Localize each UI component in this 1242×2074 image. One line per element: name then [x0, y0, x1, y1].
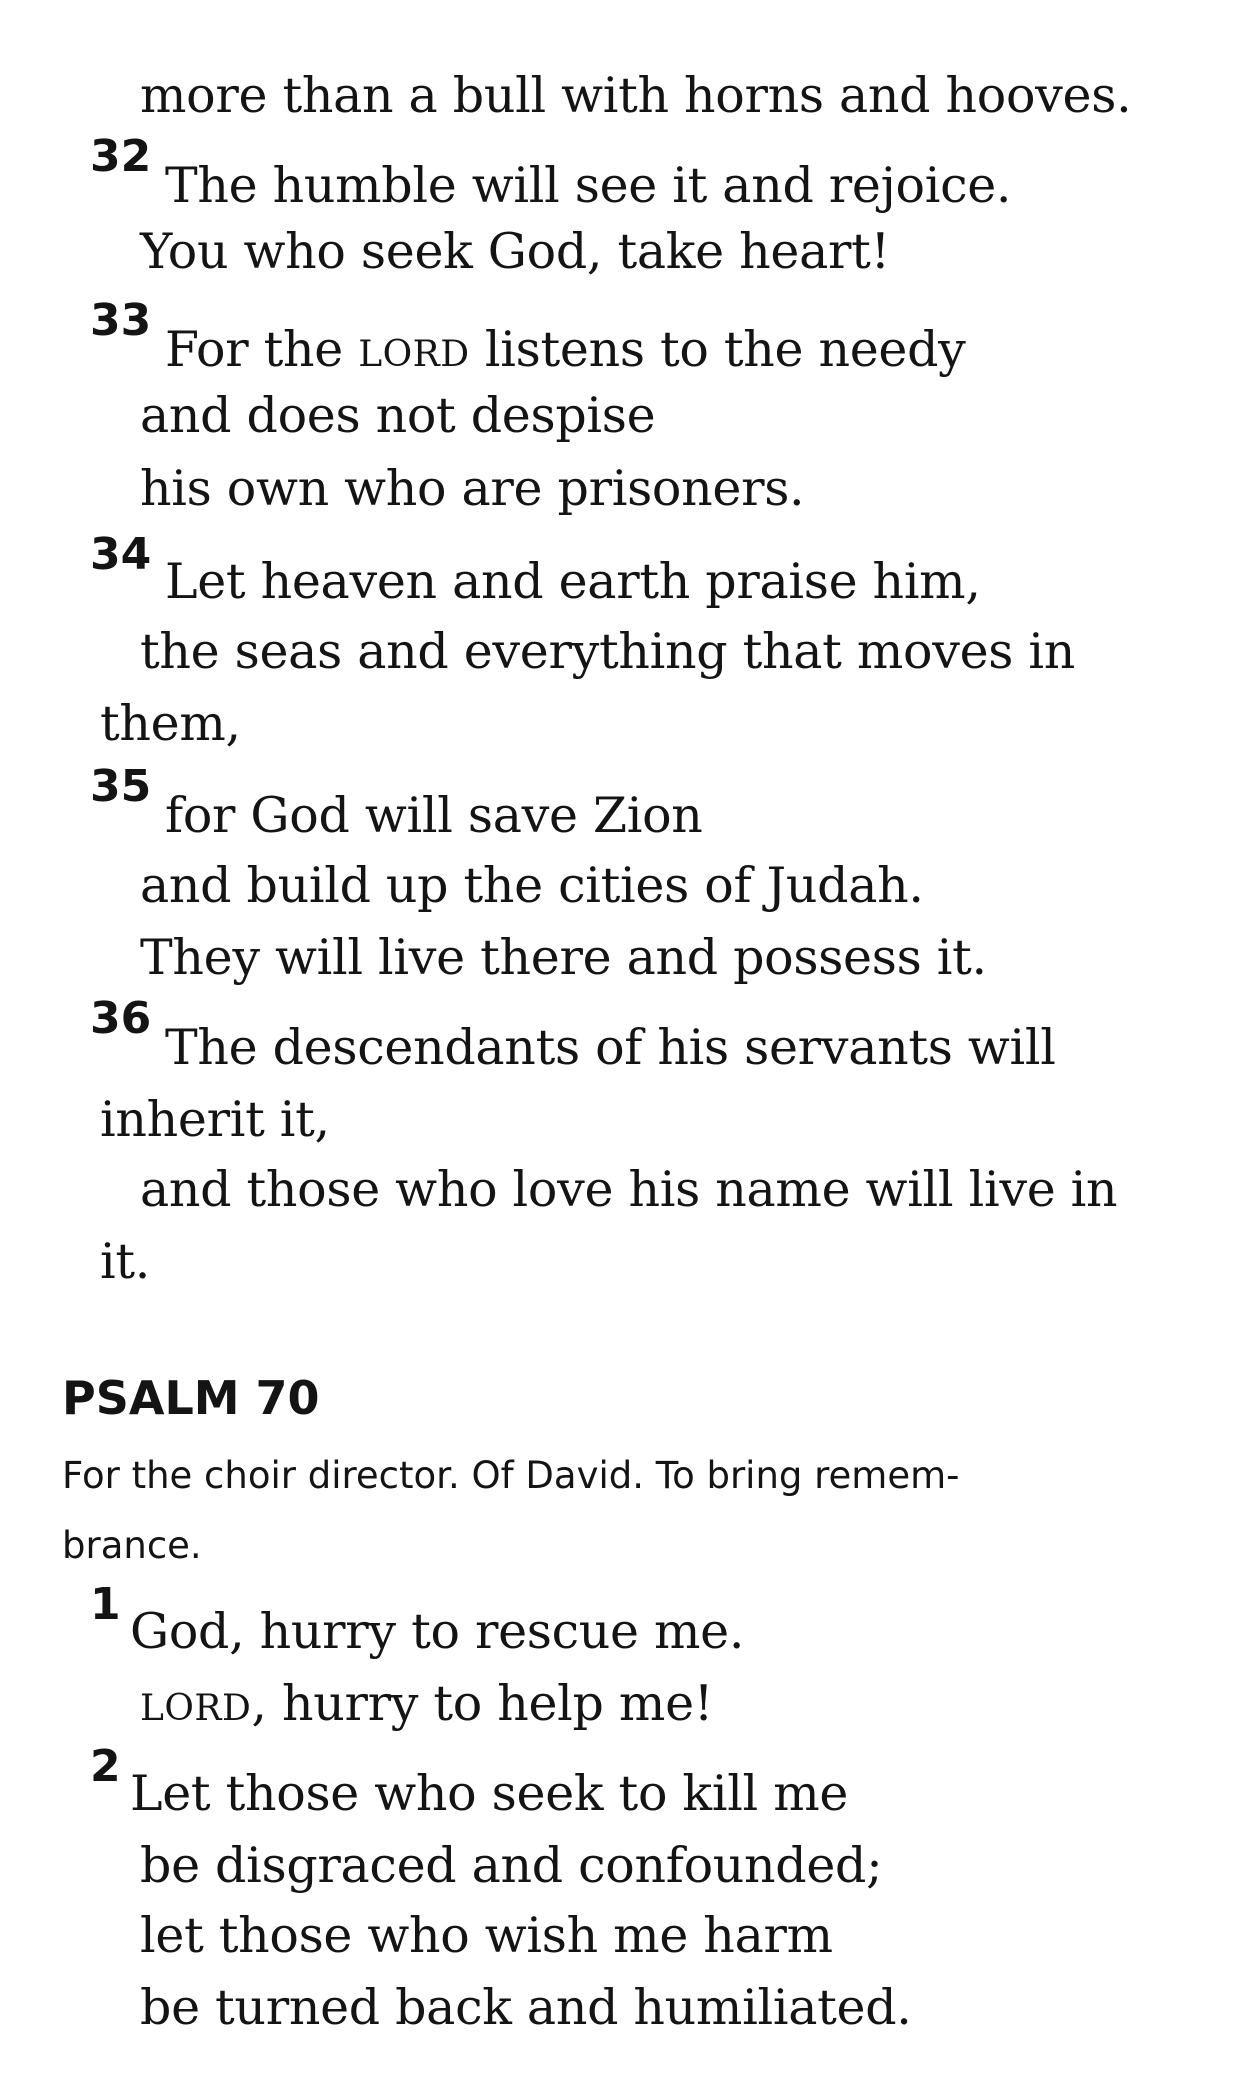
verse-text: listens to the needy [469, 321, 966, 378]
verse-line: for God will save Zion [165, 787, 703, 844]
verse-line: The descendants of his servants will [165, 1019, 1056, 1076]
verse-line [165, 320, 966, 385]
verse-line: them, [100, 695, 241, 752]
verse-number: 32 [90, 131, 152, 182]
verse-line: They will live there and possess it. [140, 929, 987, 986]
lord-small-caps: LORD [358, 334, 470, 375]
verse-line: and those who love his name will live in [140, 1161, 1118, 1218]
verse-line: Let those who seek to kill me [130, 1765, 849, 1822]
verse-number: 34 [90, 529, 152, 580]
verse-line: be disgraced and confounded; [140, 1837, 883, 1894]
verse-number: 36 [90, 993, 152, 1044]
verse-number: 2 [90, 1741, 121, 1792]
verse-number: 33 [90, 295, 152, 346]
verse-line: it. [100, 1233, 151, 1290]
verse-line: God, hurry to rescue me. [130, 1603, 745, 1660]
verse-text: For the [165, 321, 359, 378]
verse-line: the seas and everything that moves in [140, 623, 1076, 680]
verse-line: more than a bull with horns and hooves. [140, 67, 1132, 124]
psalm-title: PSALM 70 [62, 1371, 320, 1425]
verse-line: his own who are prisoners. [140, 460, 805, 517]
verse-line: inherit it, [100, 1091, 330, 1148]
verse-line [140, 1674, 713, 1739]
verse-line: let those who wish me harm [140, 1907, 833, 1964]
psalm-superscription: For the choir director. Of David. To bring remem- [62, 1454, 960, 1497]
verse-line: The humble will see it and rejoice. [165, 157, 1012, 214]
lord-small-caps: LORD [140, 1688, 252, 1729]
verse-line: and build up the cities of Judah. [140, 857, 924, 914]
verse-number: 1 [90, 1579, 121, 1630]
verse-line: be turned back and humiliated. [140, 1979, 912, 2036]
verse-text: , hurry to help me! [251, 1675, 714, 1732]
verse-line: and does not despise [140, 387, 656, 444]
psalm-superscription: brance. [62, 1524, 202, 1567]
verse-number: 35 [90, 761, 152, 812]
verse-line: Let heaven and earth praise him, [165, 553, 981, 610]
verse-line: You who seek God, take heart! [140, 223, 890, 280]
